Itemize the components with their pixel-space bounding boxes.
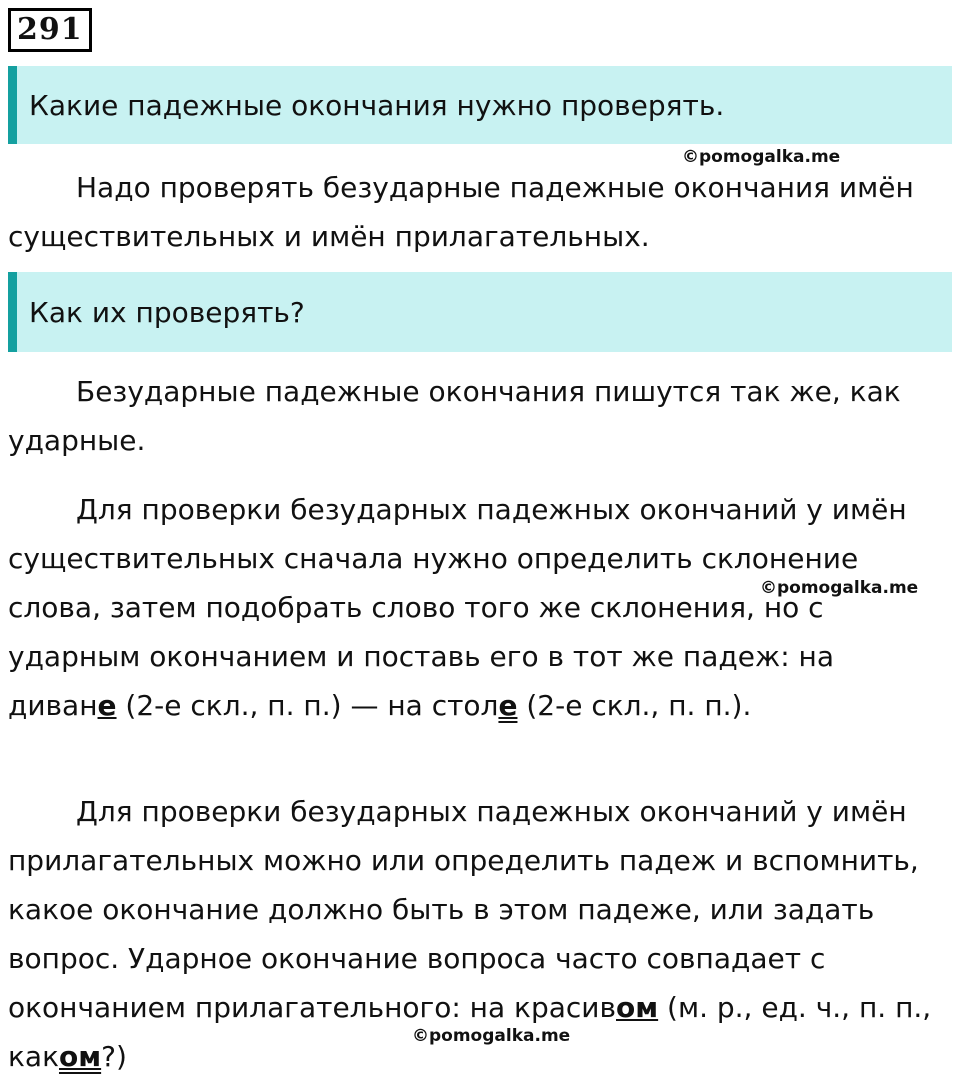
ending-single-underline: е bbox=[97, 689, 117, 722]
ending-single-underline: ом bbox=[616, 991, 659, 1024]
watermark: ©pomogalka.me bbox=[760, 578, 919, 598]
question-bar-1 bbox=[8, 66, 952, 144]
answer-paragraph-3 bbox=[8, 485, 938, 730]
ending-double-underline: ом bbox=[58, 1040, 102, 1073]
watermark: ©pomogalka.me bbox=[412, 1026, 571, 1046]
paragraph-text: ?) bbox=[101, 1040, 127, 1073]
question-2-text: Как их проверять? bbox=[29, 295, 305, 329]
answer-paragraph-2: Безударные падежные окончания пишутся так же, как ударные. bbox=[8, 375, 901, 457]
answer-paragraph-1: Надо проверять безударные падежные окончания имён существительных и имён прилагательных. bbox=[8, 171, 914, 253]
question-bar-2 bbox=[8, 272, 952, 352]
ending-double-underline: е bbox=[498, 689, 518, 722]
watermark: ©pomogalka.me bbox=[682, 147, 841, 167]
question-1-text: Какие падежные окончания нужно проверять. bbox=[29, 88, 725, 122]
paragraph-text: (2-е скл., п. п.). bbox=[517, 689, 752, 722]
paragraph-text: (м. р., ед. ч., п. п., как bbox=[8, 991, 932, 1073]
paragraph-text: Для проверки безударных падежных окончаний у имён существительных сначала нужно определить склонение слова, затем подобрать слово того же склонения, но с ударным окончанием и поставь его в тот же падеж: на диван bbox=[8, 493, 907, 722]
paragraph-text: Для проверки безударных падежных окончаний у имён прилагательных можно или определить падеж и вспомнить, какое окончание должно быть в этом падеже, или задать вопрос. Ударное окончание вопроса часто совпадает с окончанием прилагательного: на красив bbox=[8, 795, 919, 1024]
task-number: 291 bbox=[8, 8, 92, 52]
paragraph-text: (2-е скл., п. п.) — на стол bbox=[116, 689, 499, 722]
